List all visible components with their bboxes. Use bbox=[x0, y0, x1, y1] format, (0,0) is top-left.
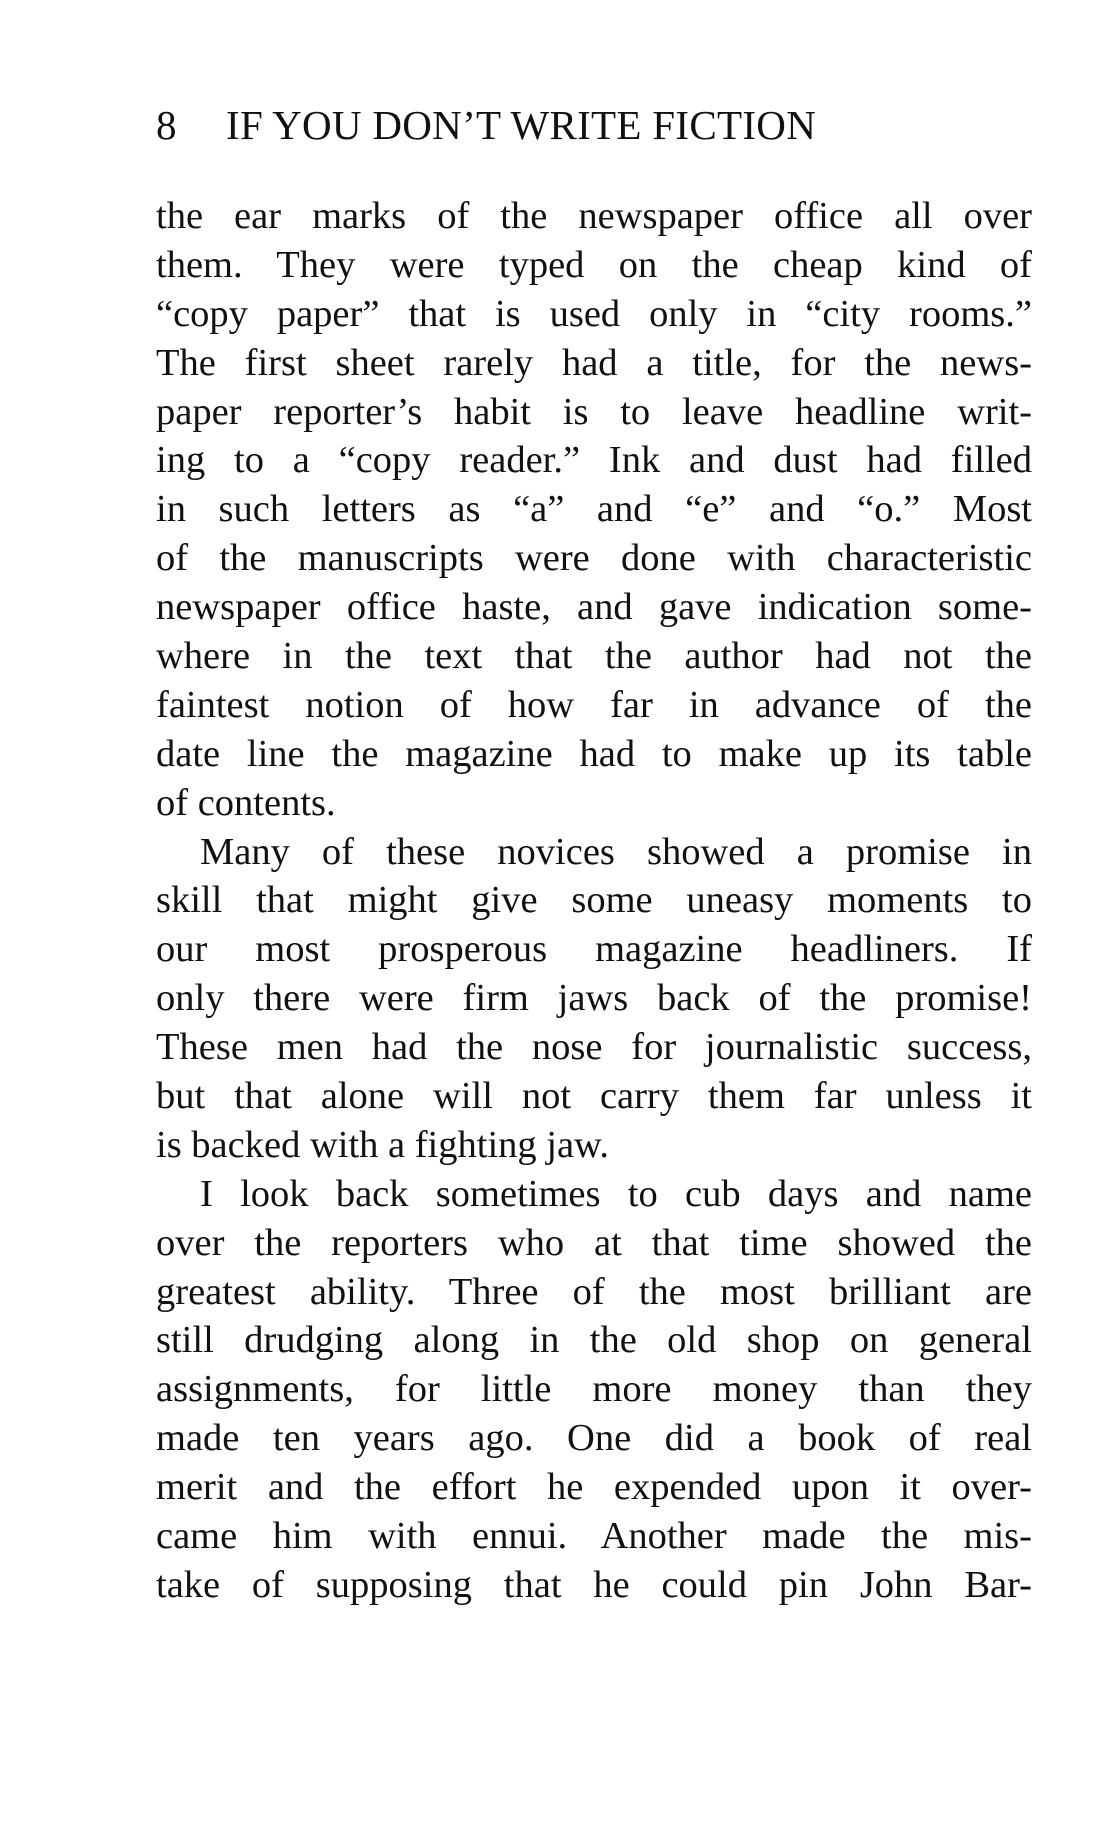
text-line: came him with ennui. Another made the mis- bbox=[156, 1515, 1032, 1558]
text-line: I look back sometimes to cub days and name bbox=[200, 1172, 1032, 1215]
text-line: “copy paper” that is used only in “city rooms.” bbox=[156, 292, 1032, 335]
text-line: Many of these novices showed a promise in bbox=[200, 830, 1032, 873]
body-text bbox=[156, 192, 1032, 1610]
text-line: paper reporter’s habit is to leave headline writ- bbox=[156, 390, 1032, 433]
text-line: them. They were typed on the cheap kind of bbox=[156, 243, 1032, 286]
text-line: where in the text that the author had not the bbox=[156, 635, 1032, 678]
text-line: date line the magazine had to make up its table bbox=[156, 732, 1032, 775]
text-line: over the reporters who at that time showed the bbox=[156, 1221, 1032, 1264]
text-line: but that alone will not carry them far unless it bbox=[156, 1075, 1032, 1118]
text-line: the ear marks of the newspaper office all over bbox=[156, 195, 1032, 237]
text-line: made ten years ago. One did a book of real bbox=[156, 1417, 1032, 1460]
book-title: IF YOU DON’T WRITE FICTION bbox=[226, 102, 817, 148]
text-line: our most prosperous magazine headliners. If bbox=[156, 928, 1032, 971]
text-line: assignments, for little more money than they bbox=[156, 1368, 1032, 1411]
text-line: skill that might give some uneasy moments to bbox=[156, 879, 1032, 922]
text-line: only there were firm jaws back of the promise! bbox=[156, 977, 1032, 1020]
running-head bbox=[156, 100, 956, 150]
text-line: of contents. bbox=[156, 781, 336, 824]
text-line: The first sheet rarely had a title, for the news- bbox=[156, 341, 1032, 384]
text-line: merit and the effort he expended upon it over- bbox=[156, 1466, 1032, 1509]
text-line: still drudging along in the old shop on general bbox=[156, 1319, 1032, 1362]
text-line: in such letters as “a” and “e” and “o.” Most bbox=[156, 488, 1032, 531]
text-line: greatest ability. Three of the most brilliant are bbox=[156, 1270, 1032, 1313]
text-line: ing to a “copy reader.” Ink and dust had filled bbox=[156, 439, 1032, 482]
page-number: 8 bbox=[156, 102, 177, 148]
text-line: of the manuscripts were done with characteristic bbox=[156, 537, 1032, 580]
text-line: These men had the nose for journalistic success, bbox=[156, 1026, 1032, 1069]
text-line: newspaper office haste, and gave indication some- bbox=[156, 586, 1032, 629]
text-line: is backed with a fighting jaw. bbox=[156, 1123, 609, 1166]
text-line: take of supposing that he could pin John Bar- bbox=[156, 1563, 1032, 1606]
text-line: faintest notion of how far in advance of the bbox=[156, 683, 1032, 726]
